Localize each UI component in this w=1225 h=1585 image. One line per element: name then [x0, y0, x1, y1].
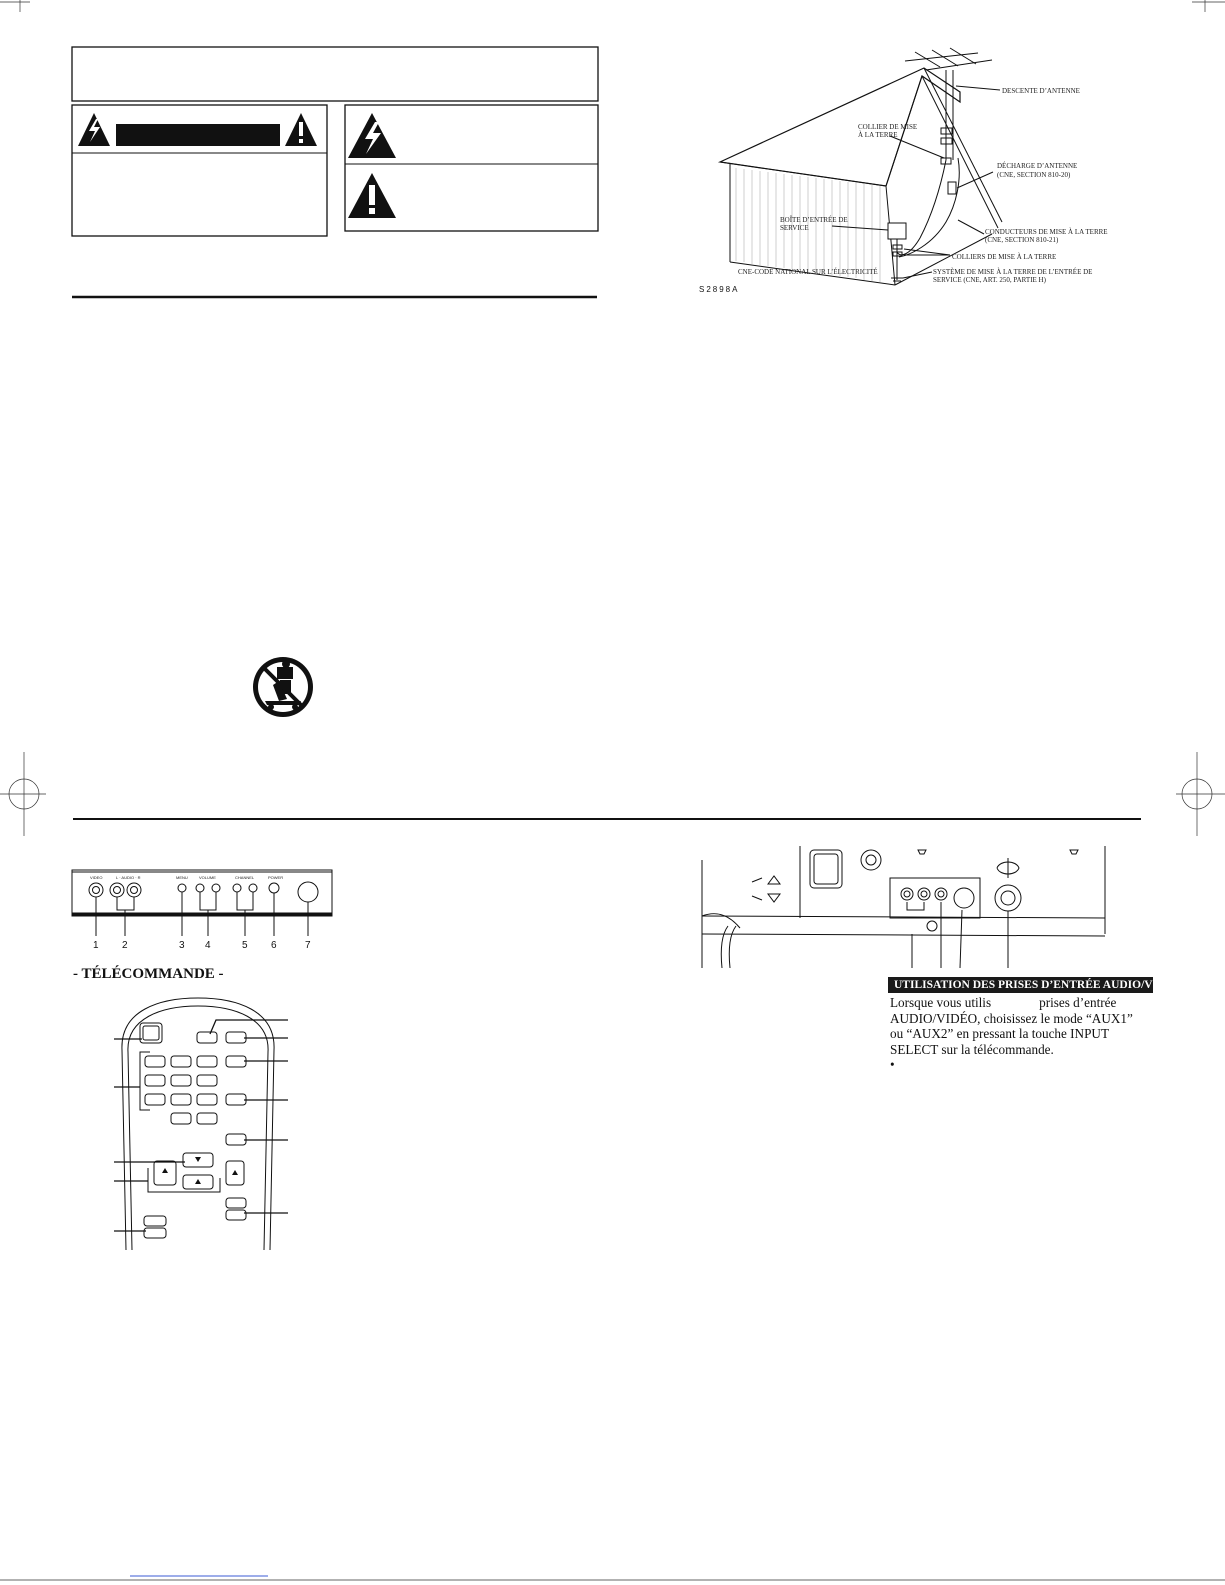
label-volume: VOLUME [199, 875, 216, 880]
rear-panel-diagram [700, 838, 1140, 968]
av-line2: AUDIO/VIDÉO, choisissez le mode “AUX1” [890, 1010, 1133, 1026]
label-clamp-2: À LA TERRE [858, 131, 898, 139]
callout-2: 2 [122, 940, 128, 951]
label-conductors-2: (CNE, SECTION 810-21) [985, 236, 1059, 244]
remote-section-title: - TÉLÉCOMMANDE - [73, 966, 224, 982]
label-channel: CHANNEL [235, 875, 255, 880]
label-clamps: COLLIERS DE MISE À LA TERRE [952, 253, 1057, 261]
label-audio: L · AUDIO · R [116, 875, 141, 880]
label-lead-in: DESCENTE D’ANTENNE [1002, 87, 1080, 95]
label-discharge-1: DÉCHARGE D’ANTENNE [997, 162, 1078, 170]
av-section-text [890, 995, 1150, 1073]
label-discharge-2: (CNE, SECTION 810-20) [997, 171, 1071, 179]
remote-control-diagram [100, 990, 300, 1260]
av-line4: SELECT sur la télécommande. [890, 1041, 1054, 1057]
callout-1: 1 [93, 940, 99, 951]
callout-6: 6 [271, 940, 277, 951]
label-nec: CNE-CODE NATIONAL SUR L’ÉLECTRICITÉ [738, 268, 878, 276]
label-video: VIDEO [90, 875, 103, 880]
label-menu: MENU [176, 875, 188, 880]
callout-7: 7 [305, 940, 311, 951]
front-panel-diagram [60, 868, 350, 950]
label-power: POWER [268, 875, 284, 880]
diagram-reference: S2898A [699, 285, 740, 294]
av-line1-start: Lorsque vous utilis [890, 995, 992, 1010]
av-line1-end: prises d’entrée [1039, 995, 1117, 1010]
av-bullet: • [890, 1057, 895, 1072]
label-clamp-1: COLLIER DE MISE [858, 123, 918, 131]
callout-5: 5 [242, 940, 248, 951]
av-line3: ou “AUX2” en pressant la touche INPUT [890, 1026, 1109, 1041]
label-service-box-2: SERVICE [780, 224, 809, 232]
av-section-banner: UTILISATION DES PRISES D’ENTRÉE AUDIO/VIDÉO [888, 977, 1153, 993]
label-conductors-1: CONDUCTEURS DE MISE À LA TERRE [985, 228, 1108, 236]
label-system-2: SERVICE (CNE, ART. 250, PARTIE H) [933, 276, 1046, 284]
label-system-1: SYSTÈME DE MISE À LA TERRE DE L’ENTRÉE DE [933, 268, 1093, 276]
callout-3: 3 [179, 940, 185, 951]
label-service-box-1: BOÎTE D’ENTRÉE DE [780, 216, 848, 224]
callout-4: 4 [205, 940, 211, 951]
